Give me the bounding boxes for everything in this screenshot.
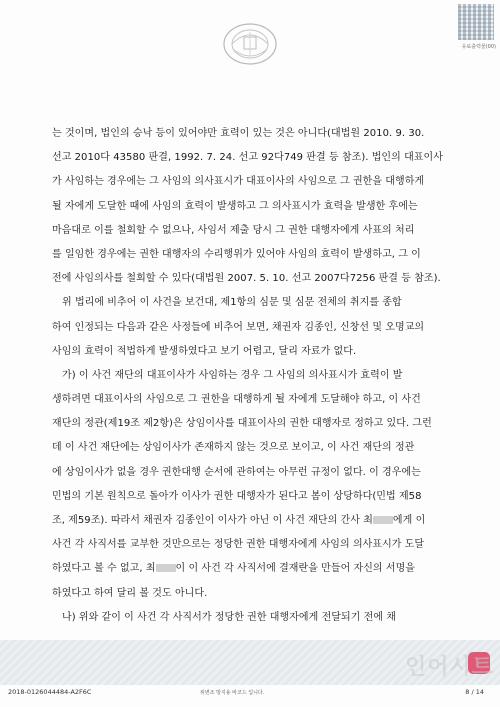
text-line: 전에 사임의사를 철회할 수 있다(대법원 2007. 5. 10. 선고 2007다7256 판결 등 참조). — [52, 273, 441, 285]
text-line: 나) 위와 같이 이 사건 각 사직서가 정당한 권한 대행자에게 전달되기 전에 채 — [62, 611, 396, 623]
document-id: 2018-0126044484-A2F6C — [8, 688, 92, 696]
text-line: 사임의 효력이 적법하게 발생하였다고 보기 어렵고, 달리 자료가 없다. — [52, 345, 357, 357]
qr-caption: 유료출력물(00) — [461, 44, 496, 50]
text-line: 를 일임한 경우에는 권한 대행자의 수리행위가 있어야 사임의 효력이 발생하고, 그 이 — [52, 248, 421, 260]
text-line: 될 자에게 도달한 때에 사임의 효력이 발생하고 그 의사표시가 효력을 발생한 후에는 — [52, 200, 418, 212]
text-line: 선고 2010다 43580 판결, 1992. 7. 24. 선고 92다749 판결 등 참조). 법인의 대표이사 — [52, 152, 443, 164]
text-line: 데 이 사건 재단에는 상임이사가 존재하지 않는 것으로 보이고, 이 사건 재단의 정관 — [52, 442, 415, 454]
text-line: 생하려면 대표이사의 사임으로 그 권한을 대행하게 될 자에게 도달해야 하고, 이 사건 — [52, 394, 421, 406]
text-line: 가) 이 사건 재단의 대표이사가 사임하는 경우 그 사임의 의사표시가 효력이 발 — [62, 369, 403, 381]
text-line: 사건 각 사직서를 교부한 것만으로는 정당한 권한 대행자에게 사임의 의사표시가 도달 — [52, 539, 425, 551]
text-line: 위 법리에 비추어 이 사건을 보건대, 제1항의 심문 및 심문 전체의 취지를 종합 — [62, 297, 402, 309]
text-line: 가 사임하는 경우에는 그 사임의 의사표시가 대표이사의 사임으로 그 권한을 대행하게 — [52, 176, 425, 188]
text-segment: 이 이 사건 각 사직서에 결재란을 만들어 자신의 서명을 — [175, 563, 415, 575]
body-text — [52, 122, 456, 630]
text-line — [52, 557, 456, 581]
redaction-mark — [156, 564, 176, 572]
text-line: 재단의 정관(제19조 제2항)은 상임이사를 대표이사의 권한 대행자로 정하고 있다. 그런 — [52, 418, 432, 430]
text-segment: 하였다고 볼 수 없고, 최 — [52, 563, 156, 575]
text-line: 마음대로 이를 철회할 수 없으나, 사임서 제출 당시 그 권한 대행자에게 사표의 처리 — [52, 224, 415, 236]
text-line: 하여 인정되는 다음과 같은 사정들에 비추어 보면, 채권자 김종인, 신창선 및 오명교의 — [52, 321, 425, 333]
text-line: 는 것이며, 법인의 승낙 등이 있어야만 효력이 있는 것은 아니다(대법원 2010. 9. 30. — [52, 128, 425, 139]
text-line: 하였다고 하여 달리 볼 것도 아니다. — [52, 587, 208, 599]
qr-code-icon — [458, 4, 494, 40]
redaction-mark — [373, 516, 393, 524]
text-line — [52, 509, 456, 533]
barcode-note: 위변조 방지용 바코드 입니다. — [200, 690, 265, 696]
page-number: 8 / 14 — [465, 688, 484, 696]
text-line: 민법의 기본 원칙으로 돌아가 이사가 권한 대행자가 된다고 봄이 상당하다(민법 제58 — [52, 490, 422, 502]
watermark-text: 인어시트 — [404, 655, 494, 680]
court-emblem-icon — [222, 22, 278, 66]
text-segment: 에게 이 — [392, 515, 426, 526]
text-line: 에 상임이사가 없을 경우 권한대행 순서에 관하여는 아무런 규정이 없다. 이 경우에는 — [52, 466, 421, 478]
text-segment: 조, 제59조). 따라서 채권자 김종인이 이사가 아닌 이 사건 재단의 간사 최 — [52, 515, 373, 526]
